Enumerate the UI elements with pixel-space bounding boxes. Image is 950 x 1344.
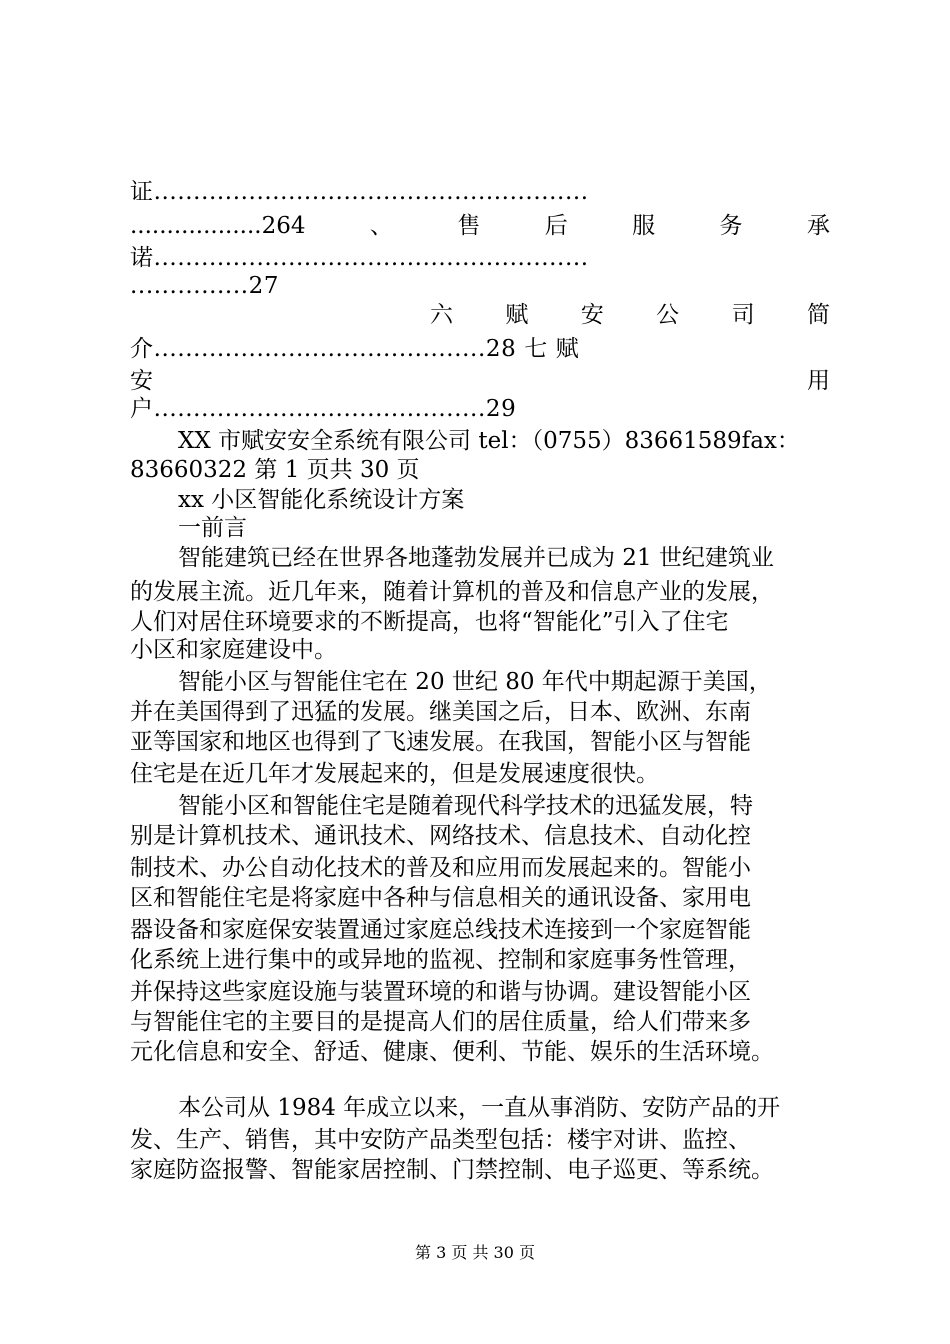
- document-title: xx 小区智能化系统设计方案: [178, 487, 465, 513]
- toc-fragment: 用: [807, 368, 830, 394]
- toc-line: ...............27: [130, 273, 280, 299]
- paragraph-line: 元化信息和安全、舒适、健康、便利、节能、娱乐的生活环境。: [130, 1039, 774, 1065]
- company-info-line: 83660322 第 1 页共 30 页: [130, 457, 420, 483]
- paragraph-line: 化系统上进行集中的或异地的监视、控制和家庭事务性管理，: [130, 947, 751, 973]
- paragraph-line: 小区和家庭建设中。: [130, 637, 337, 663]
- toc-fragment: 赋: [505, 302, 529, 328]
- toc-fragment: 承: [806, 213, 830, 239]
- paragraph-line: 的发展主流。近几年来，随着计算机的普及和信息产业的发展，: [130, 579, 774, 605]
- toc-fragment: 司: [731, 302, 755, 328]
- toc-line: 介..........................................28 七 赋: [130, 336, 580, 362]
- paragraph-line: 住宅是在近几年才发展起来的，但是发展速度很快。: [130, 761, 659, 787]
- toc-fragment: 售: [457, 213, 481, 239]
- paragraph-line: 亚等国家和地区也得到了飞速发展。在我国，智能小区与智能: [130, 729, 751, 755]
- paragraph-line: 与智能住宅的主要目的是提高人们的居住质量，给人们带来多: [130, 1009, 751, 1035]
- toc-fragment: ..................264: [130, 213, 306, 239]
- toc-fragment: 公: [656, 302, 680, 328]
- toc-line: 户..........................................29: [130, 396, 517, 422]
- page-footer: 第 3 页 共 30 页: [415, 1243, 535, 1262]
- paragraph-line: 并在美国得到了迅猛的发展。继美国之后，日本、欧洲、东南: [130, 699, 751, 725]
- toc-fragment: 服: [632, 213, 656, 239]
- paragraph-line: 家庭防盗报警、智能家居控制、门禁控制、电子巡更、等系统。: [130, 1157, 774, 1183]
- toc-line: 诺.......................................................: [130, 245, 589, 271]
- paragraph-line: 智能小区和智能住宅是随着现代科学技术的迅猛发展，特: [178, 793, 753, 819]
- toc-fragment: 安: [580, 302, 604, 328]
- paragraph-line: 人们对居住环境要求的不断提高，也将“智能化”引入了住宅: [130, 609, 729, 635]
- paragraph-line: 并保持这些家庭设施与装置环境的和谐与协调。建设智能小区: [130, 979, 751, 1005]
- toc-fragment: 、: [369, 213, 393, 239]
- toc-fragment: 安: [130, 368, 153, 394]
- toc-fragment: 后: [544, 213, 568, 239]
- toc-fragment: 简: [806, 302, 830, 328]
- paragraph-line: 制技术、办公自动化技术的普及和应用而发展起来的。智能小: [130, 855, 751, 881]
- paragraph-line: 本公司从 1984 年成立以来，一直从事消防、安防产品的开: [178, 1095, 781, 1121]
- paragraph-line: 别是计算机技术、通讯技术、网络技术、信息技术、自动化控: [130, 823, 751, 849]
- toc-line: [430, 298, 830, 332]
- paragraph-line: 智能小区与智能住宅在 20 世纪 80 年代中期起源于美国，: [178, 669, 772, 695]
- section-heading: 一前言: [178, 515, 247, 541]
- paragraph-line: 器设备和家庭保安装置通过家庭总线技术连接到一个家庭智能: [130, 917, 751, 943]
- toc-line: [130, 209, 830, 243]
- paragraph-line: 区和智能住宅是将家庭中各种与信息相关的通讯设备、家用电: [130, 885, 751, 911]
- toc-fragment: 务: [719, 213, 743, 239]
- paragraph-line: 发、生产、销售，其中安防产品类型包括：楼宇对讲、监控、: [130, 1127, 751, 1153]
- paragraph-line: 智能建筑已经在世界各地蓬勃发展并已成为 21 世纪建筑业: [178, 545, 774, 571]
- toc-fragment: 六: [430, 302, 453, 328]
- company-info-line: XX 市赋安安全系统有限公司 tel：（0755）83661589fax：: [178, 428, 800, 454]
- toc-line: 证.......................................................: [130, 179, 589, 205]
